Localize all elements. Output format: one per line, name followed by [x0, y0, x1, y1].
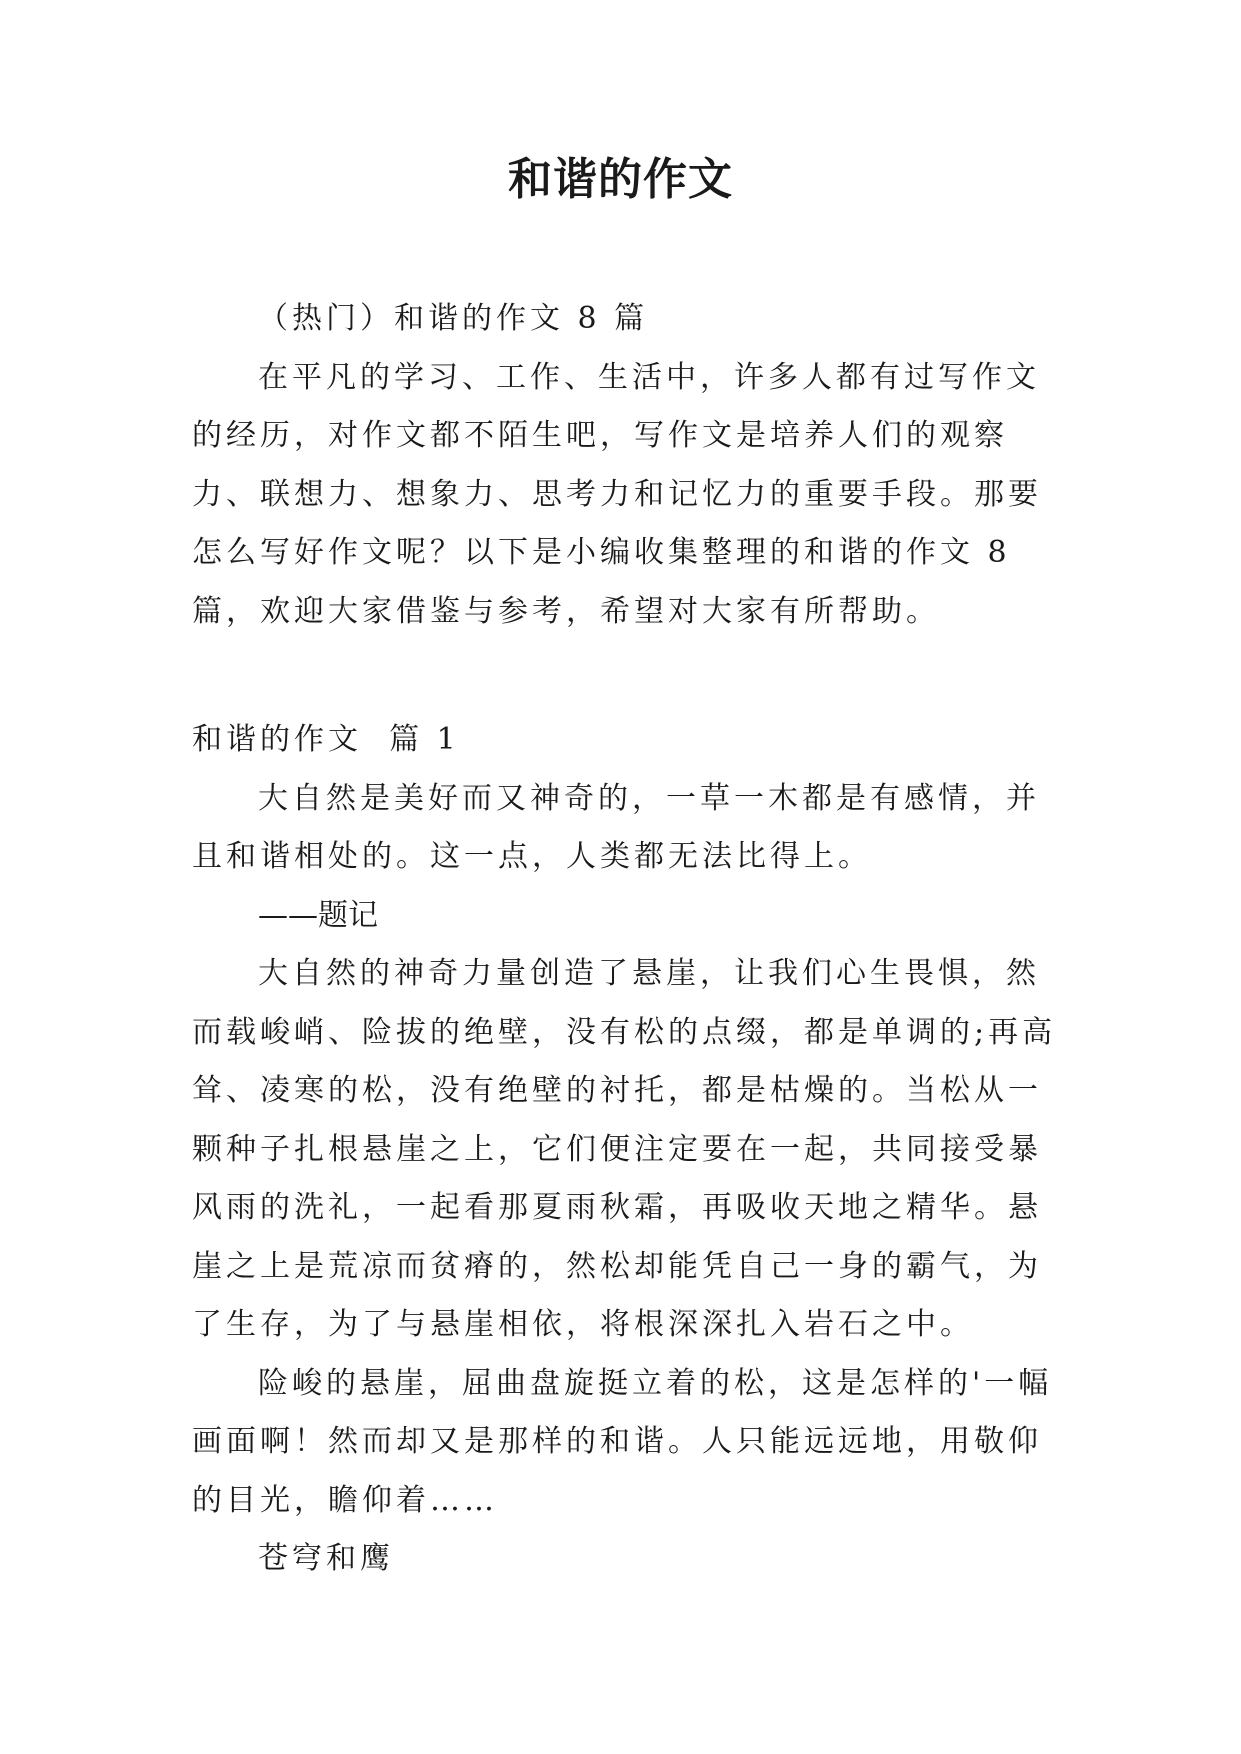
intro-paragraph: 在平凡的学习、工作、生活中，许多人都有过写作文的经历，对作文都不陌生吧，写作文是培养人们的观察力、联想力、想象力、思考力和记忆力的重要手段。那要怎么写好作文呢？以下是小编收集整理的和谐的作文 8 篇，欢迎大家借鉴与参考，希望对大家有所帮助。 [192, 359, 1042, 629]
subheading: 苍穹和鹰 [258, 1541, 394, 1576]
section-heading: 和谐的作文 篇 1 [192, 722, 460, 757]
document-title: 和谐的作文 [508, 154, 733, 205]
paragraph-3: 险峻的悬崖，屈曲盘旋挺立着的松，这是怎样的'一幅画面啊！然而却又是那样的和谐。人只能远远地，用敬仰的目光，瞻仰着…… [192, 1365, 1053, 1518]
subtitle: （热门）和谐的作文 8 篇 [258, 301, 649, 336]
epigraph-attribution: ——题记 [258, 897, 378, 933]
section-spacer [192, 641, 1060, 711]
paragraph-1: 大自然是美好而又神奇的，一草一木都是有感情，并且和谐相处的。这一点，人类都无法比得上。 [192, 780, 1040, 874]
paragraph-2: 大自然的神奇力量创造了悬崖，让我们心生畏惧，然而载峻峭、险拔的绝壁，没有松的点缀，都是单调的;再高耸、凌寒的松，没有绝壁的衬托，都是枯燥的。当松从一颗种子扎根悬崖之上，它们便注定要在一起，共同接受暴风雨的洗礼，一起看那夏雨秋霜，再吸收天地之精华。悬崖之上是荒凉而贫瘠的，然松却能凭自己一身的霸气，为了生存，为了与悬崖相依，将根深深扎入岩石之中。 [192, 956, 1057, 1342]
document-body [192, 290, 1060, 1589]
